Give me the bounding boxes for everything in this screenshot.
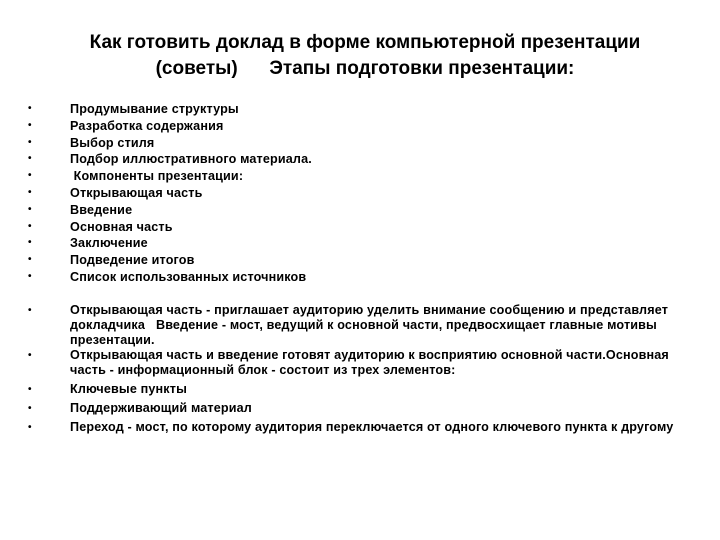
list-item-text: Подбор иллюстративного материала. bbox=[70, 152, 312, 167]
list-item-text: Ключевые пункты bbox=[70, 382, 187, 396]
list-item bbox=[26, 118, 686, 135]
bullet-icon: • bbox=[28, 237, 32, 249]
bullet-icon: • bbox=[28, 136, 32, 148]
list-item bbox=[26, 101, 686, 118]
list-item bbox=[26, 135, 686, 152]
list-item-text: Компоненты презентации: bbox=[70, 169, 244, 184]
bullet-icon: • bbox=[28, 403, 32, 414]
list-item bbox=[26, 151, 686, 168]
components-list bbox=[26, 303, 686, 435]
list-item bbox=[26, 202, 686, 219]
list-item bbox=[26, 303, 686, 348]
list-item-text: Заключение bbox=[70, 236, 148, 251]
bullet-icon: • bbox=[28, 220, 32, 232]
bullet-icon: • bbox=[28, 153, 32, 165]
list-item-text: Поддерживающий материал bbox=[70, 401, 252, 415]
list-item-text: Переход - мост, по которому аудитория переключается от одного ключевого пункта к другому bbox=[70, 420, 674, 434]
bullet-icon: • bbox=[28, 422, 32, 433]
stages-list bbox=[26, 101, 686, 286]
list-item-text: Список использованных источников bbox=[70, 269, 307, 284]
list-item-text: Открывающая часть - приглашает аудиторию уделить внимание сообщению и представляет докладчика Введение - мост, ведущий к основной части, предвосхищает главные мотивы презентации. bbox=[70, 303, 672, 347]
list-item bbox=[26, 219, 686, 236]
list-item bbox=[26, 168, 686, 185]
list-item-text: Выбор стиля bbox=[70, 135, 155, 150]
bullet-icon: • bbox=[28, 186, 32, 198]
bullet-icon: • bbox=[28, 119, 32, 131]
list-item bbox=[26, 420, 686, 435]
list-item bbox=[26, 401, 686, 416]
bullet-icon: • bbox=[28, 103, 32, 114]
slide-title bbox=[40, 30, 690, 82]
list-item bbox=[26, 348, 686, 378]
list-item-text: Разработка содержания bbox=[70, 118, 224, 133]
bullet-icon: • bbox=[28, 270, 32, 282]
title-line-1: Как готовить доклад в форме компьютерной презентации bbox=[89, 32, 641, 53]
list-item-text: Основная часть bbox=[70, 219, 173, 234]
list-item-text: Продумывание структуры bbox=[70, 102, 239, 116]
list-item-text: Открывающая часть bbox=[70, 185, 203, 200]
bullet-icon: • bbox=[28, 305, 32, 316]
list-item-text: Открывающая часть и введение готовят аудиторию к восприятию основной части.Основная часть - информационный блок - состоит из трех элементов: bbox=[70, 348, 669, 377]
list-item bbox=[26, 235, 686, 252]
list-item bbox=[26, 269, 686, 286]
bullet-icon: • bbox=[28, 170, 32, 182]
bullet-icon: • bbox=[28, 254, 32, 266]
list-item bbox=[26, 382, 686, 397]
bullet-icon: • bbox=[28, 203, 32, 215]
list-item-text: Подведение итогов bbox=[70, 253, 195, 268]
bullet-icon: • bbox=[28, 384, 32, 395]
bullet-icon: • bbox=[28, 350, 32, 361]
list-item bbox=[26, 252, 686, 269]
list-item-text: Введение bbox=[70, 202, 133, 217]
title-line-2: (советы) Этапы подготовки презентации: bbox=[155, 58, 575, 79]
list-item bbox=[26, 185, 686, 202]
